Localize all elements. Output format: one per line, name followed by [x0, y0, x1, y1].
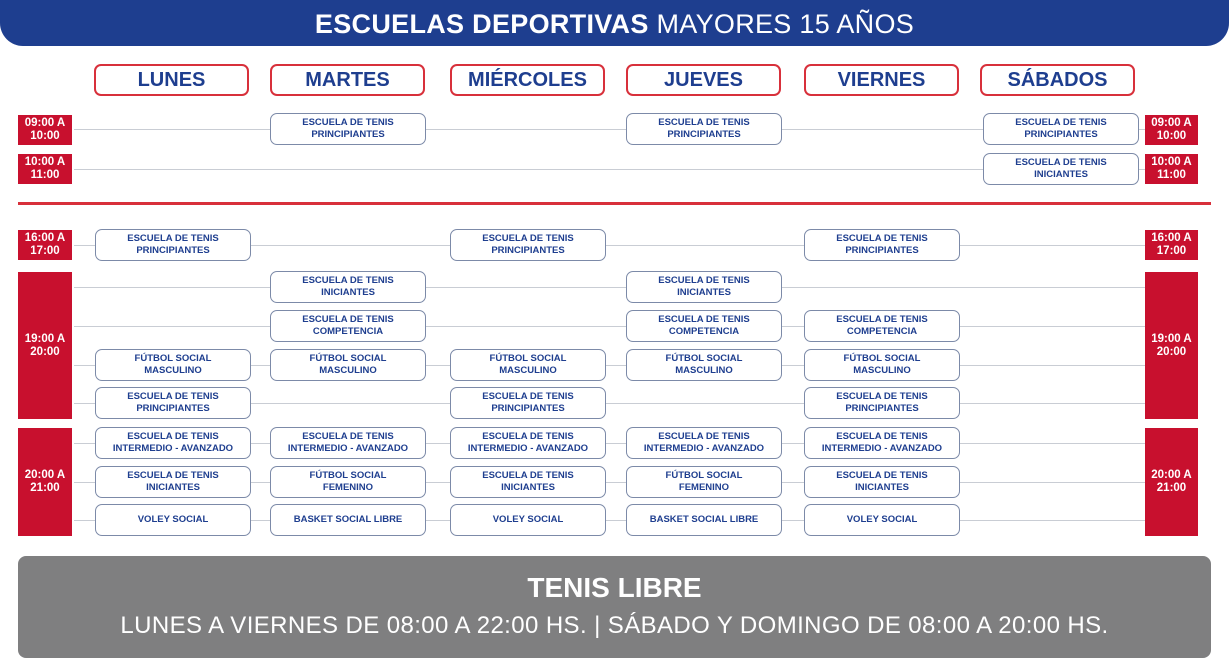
activity-line: PRINCIPIANTES: [845, 245, 919, 256]
activity-line: INICIANTES: [146, 482, 200, 493]
activity-cell: [270, 466, 426, 498]
activity-cell: [450, 229, 606, 261]
activity-line: PRINCIPIANTES: [667, 129, 741, 140]
activity-cell: [804, 504, 960, 536]
day-header-jueves: JUEVES: [626, 64, 781, 96]
activity-cell: [626, 466, 782, 498]
activity-cell: [626, 310, 782, 342]
footer-subtitle: LUNES A VIERNES DE 08:00 A 22:00 HS. | SÁBADO Y DOMINGO DE 08:00 A 20:00 HS.: [120, 612, 1109, 639]
time-label-1000-left: [18, 154, 72, 184]
page-header: [0, 0, 1229, 46]
activity-line: MASCULINO: [853, 365, 911, 376]
activity-line: PRINCIPIANTES: [491, 245, 565, 256]
activity-cell: [95, 504, 251, 536]
time-label-1600-left: [18, 230, 72, 260]
activity-cell: [626, 427, 782, 459]
activity-line: ESCUELA DE TENIS: [482, 233, 574, 244]
activity-line: ESCUELA DE TENIS: [1015, 157, 1107, 168]
activity-line: FÚTBOL SOCIAL: [843, 353, 921, 364]
activity-line: PRINCIPIANTES: [845, 403, 919, 414]
time-label-1900-right: [1145, 272, 1198, 419]
activity-line: VOLEY SOCIAL: [137, 514, 209, 525]
time-label-end: 10:00: [30, 130, 60, 142]
activity-line: MASCULINO: [319, 365, 377, 376]
activity-line: PRINCIPIANTES: [136, 403, 210, 414]
time-label-start: 16:00 A: [1151, 232, 1192, 244]
time-label-start: 09:00 A: [24, 117, 66, 129]
activity-line: FÚTBOL SOCIAL: [665, 353, 743, 364]
activity-line: ESCUELA DE TENIS: [302, 275, 394, 286]
activity-line: ESCUELA DE TENIS: [482, 470, 574, 481]
activity-cell: [270, 427, 426, 459]
row-guide-line: [74, 287, 1145, 288]
activity-line: MASCULINO: [499, 365, 557, 376]
activity-line: ESCUELA DE TENIS: [836, 233, 928, 244]
activity-cell: [983, 113, 1139, 145]
time-label-0900-right: [1145, 115, 1198, 145]
activity-line: ESCUELA DE TENIS: [658, 431, 750, 442]
activity-line: ESCUELA DE TENIS: [658, 314, 750, 325]
activity-cell: [983, 153, 1139, 185]
activity-line: INICIANTES: [501, 482, 555, 493]
activity-line: INICIANTES: [321, 287, 375, 298]
activity-line: COMPETENCIA: [668, 326, 740, 337]
activity-line: ESCUELA DE TENIS: [127, 431, 219, 442]
activity-line: ESCUELA DE TENIS: [836, 314, 928, 325]
activity-line: ESCUELA DE TENIS: [302, 431, 394, 442]
time-label-start: 19:00 A: [1151, 332, 1192, 345]
time-label-1000-right: [1145, 154, 1198, 184]
activity-line: FÚTBOL SOCIAL: [489, 353, 567, 364]
activity-line: FEMENINO: [678, 482, 730, 493]
activity-line: ESCUELA DE TENIS: [127, 391, 219, 402]
activity-line: ESCUELA DE TENIS: [658, 117, 750, 128]
activity-cell: [450, 349, 606, 381]
time-label-end: 11:00: [30, 169, 60, 181]
activity-line: INTERMEDIO - AVANZADO: [821, 443, 943, 454]
activity-cell: [804, 466, 960, 498]
day-header-lunes: LUNES: [94, 64, 249, 96]
activity-line: FEMENINO: [322, 482, 374, 493]
time-label-end: 10:00: [1156, 130, 1187, 142]
activity-line: INICIANTES: [855, 482, 909, 493]
time-label-1900-left: [18, 272, 72, 419]
time-label-end: 21:00: [30, 482, 60, 494]
activity-line: ESCUELA DE TENIS: [658, 275, 750, 286]
activity-line: PRINCIPIANTES: [491, 403, 565, 414]
activity-line: ESCUELA DE TENIS: [127, 233, 219, 244]
activity-cell: [804, 349, 960, 381]
row-guide-line: [74, 326, 1145, 327]
activity-line: INTERMEDIO - AVANZADO: [112, 443, 234, 454]
activity-cell: [804, 427, 960, 459]
activity-line: BASKET SOCIAL LIBRE: [293, 514, 403, 525]
footer-title: TENIS LIBRE: [527, 572, 702, 603]
activity-cell: [626, 504, 782, 536]
activity-line: INICIANTES: [1034, 169, 1088, 180]
activity-line: ESCUELA DE TENIS: [836, 391, 928, 402]
activity-line: INTERMEDIO - AVANZADO: [643, 443, 765, 454]
activity-line: VOLEY SOCIAL: [492, 514, 564, 525]
activity-cell: [626, 113, 782, 145]
activity-line: ESCUELA DE TENIS: [482, 391, 574, 402]
activity-line: PRINCIPIANTES: [1024, 129, 1098, 140]
activity-cell: [95, 349, 251, 381]
activity-line: PRINCIPIANTES: [136, 245, 210, 256]
time-label-end: 11:00: [1157, 169, 1186, 181]
time-label-start: 10:00 A: [1151, 156, 1192, 168]
activity-line: ESCUELA DE TENIS: [836, 431, 928, 442]
activity-line: ESCUELA DE TENIS: [127, 470, 219, 481]
activity-cell: [450, 504, 606, 536]
activity-cell: [270, 310, 426, 342]
activity-cell: [626, 271, 782, 303]
activity-line: ESCUELA DE TENIS: [482, 431, 574, 442]
section-divider: [18, 202, 1211, 205]
time-label-2000-left: [18, 428, 72, 536]
time-label-end: 17:00: [30, 245, 60, 257]
activity-line: FÚTBOL SOCIAL: [665, 470, 743, 481]
activity-line: FÚTBOL SOCIAL: [309, 353, 387, 364]
time-label-1600-right: [1145, 230, 1198, 260]
activity-cell: [450, 427, 606, 459]
activity-cell: [804, 229, 960, 261]
activity-cell: [95, 466, 251, 498]
activity-line: ESCUELA DE TENIS: [836, 470, 928, 481]
day-header-martes: MARTES: [270, 64, 425, 96]
activity-line: INTERMEDIO - AVANZADO: [287, 443, 409, 454]
activity-cell: [95, 427, 251, 459]
time-label-start: 09:00 A: [1151, 117, 1192, 129]
time-label-start: 19:00 A: [24, 332, 66, 345]
activity-line: FÚTBOL SOCIAL: [134, 353, 212, 364]
activity-line: INICIANTES: [677, 287, 731, 298]
time-label-2000-right: [1145, 428, 1198, 536]
activity-line: BASKET SOCIAL LIBRE: [649, 514, 759, 525]
activity-line: MASCULINO: [675, 365, 733, 376]
time-label-end: 20:00: [30, 345, 60, 358]
header-title-rest: MAYORES 15 AÑOS: [656, 9, 915, 39]
activity-line: ESCUELA DE TENIS: [302, 117, 394, 128]
time-label-start: 20:00 A: [24, 469, 66, 481]
activity-cell: [450, 466, 606, 498]
time-label-end: 20:00: [1156, 345, 1187, 358]
activity-line: COMPETENCIA: [846, 326, 918, 337]
activity-cell: [450, 387, 606, 419]
activity-cell: [270, 349, 426, 381]
activity-line: PRINCIPIANTES: [311, 129, 385, 140]
day-header-miercoles: MIÉRCOLES: [450, 64, 605, 96]
activity-line: ESCUELA DE TENIS: [302, 314, 394, 325]
time-label-end: 21:00: [1156, 482, 1187, 494]
time-label-start: 20:00 A: [1151, 469, 1192, 481]
activity-cell: [95, 387, 251, 419]
time-label-start: 10:00 A: [24, 156, 66, 168]
activity-cell: [270, 113, 426, 145]
time-label-start: 16:00 A: [24, 232, 66, 244]
activity-cell: [804, 310, 960, 342]
activity-cell: [626, 349, 782, 381]
activity-line: VOLEY SOCIAL: [846, 514, 918, 525]
footer-banner: [18, 556, 1211, 658]
activity-cell: [270, 271, 426, 303]
day-header-viernes: VIERNES: [804, 64, 959, 96]
activity-line: ESCUELA DE TENIS: [1015, 117, 1107, 128]
activity-line: INTERMEDIO - AVANZADO: [467, 443, 589, 454]
activity-line: MASCULINO: [144, 365, 202, 376]
activity-line: FÚTBOL SOCIAL: [309, 470, 387, 481]
activity-line: COMPETENCIA: [312, 326, 384, 337]
activity-cell: [804, 387, 960, 419]
day-header-sabados: SÁBADOS: [980, 64, 1135, 96]
activity-cell: [95, 229, 251, 261]
header-title-bold: ESCUELAS DEPORTIVAS: [314, 9, 649, 39]
activity-cell: [270, 504, 426, 536]
time-label-0900-left: [18, 115, 72, 145]
time-label-end: 17:00: [1156, 245, 1187, 257]
